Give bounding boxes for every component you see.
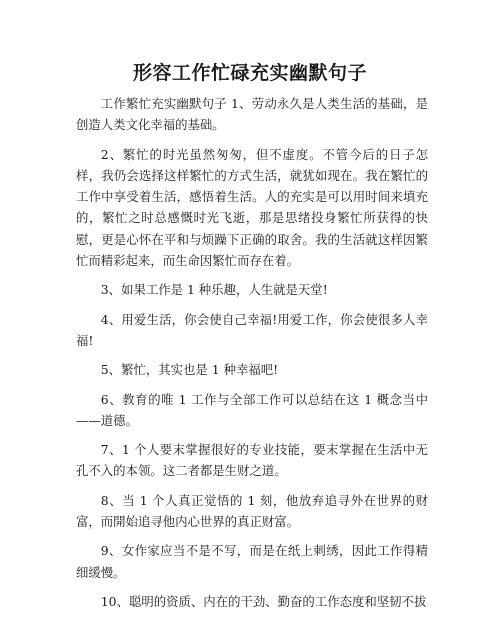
paragraph-10: 10、聪明的资质、内在的干劲、勤奋的工作态度和坚韧不拔	[100, 593, 427, 609]
paragraph-5: 5、繁忙，其实也是 1 种幸福吧!	[100, 362, 279, 378]
document-body	[76, 93, 428, 620]
paragraph-3: 3、如果工作是 1 种乐趣，人生就是天堂!	[100, 282, 328, 298]
paragraph-1: 工作繁忙充实幽默句子 1、劳动永久是人类生活的基础，是创造人类文化幸福的基础。	[76, 96, 428, 133]
paragraph-7: 7、1 个人要末掌握很好的专业技能，要末掌握在生活中无孔不入的本领。这二者都是生财之道。	[76, 442, 428, 479]
paragraph-9: 9、女作家应当不是不写，而是在纸上刺绣，因此工作得精细缓慢。	[76, 543, 428, 580]
paragraph-8: 8、当 1 个人真正觉悟的 1 刻，他放弃追寻外在世界的财富，而開始追寻他内心世界的真正财富。	[76, 492, 428, 530]
paragraph-6: 6、教育的唯 1 工作与全部工作可以总结在这 1 概念当中——道德。	[76, 391, 428, 428]
paragraph-2: 2、繁忙的时光虽然匆匆，但不虚度。不管今后的日子怎样，我仍会选择这样繁忙的方式生活，就犹如现在。我在繁忙的工作中享受着生活，感悟着生活。人的充实是可以用时间来填充的，繁忙之时总感慨时光飞逝，那是思绪投身繁忙所获得的快慰，更是心怀在平和与烦躁下正确的取舍。我的生活就这样因繁忙而精彩起来，而生命因繁忙而存在着。	[76, 146, 428, 269]
paragraph-4: 4、用爱生活，你会使自己幸福!用爱工作，你会使很多人幸福!	[76, 311, 428, 348]
document-title: 形容工作忙碌充实幽默句子	[132, 62, 367, 84]
